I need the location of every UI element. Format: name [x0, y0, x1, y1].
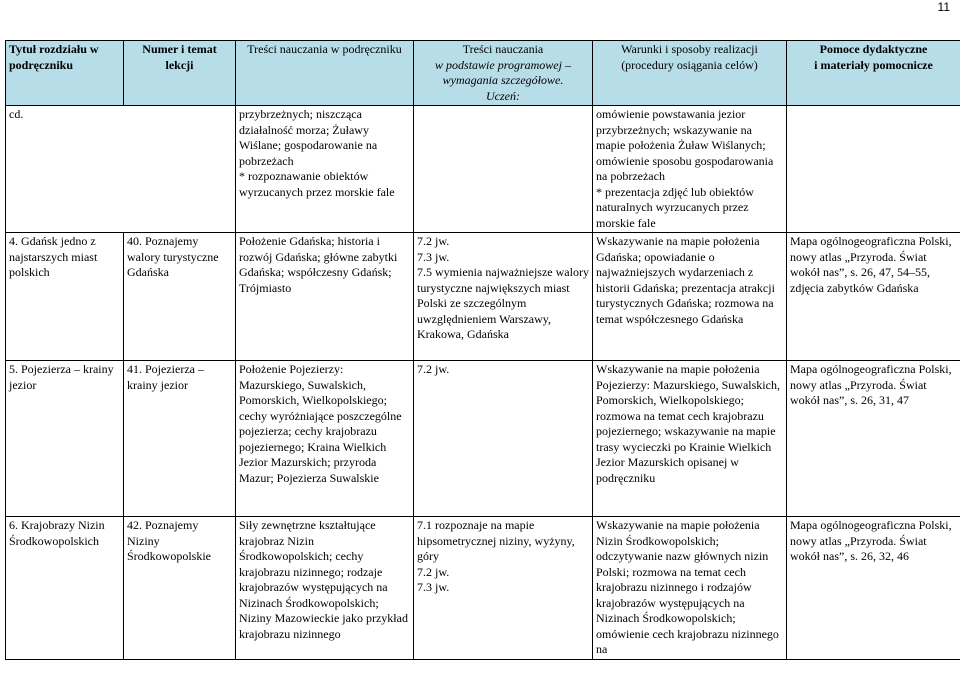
cell-title: 4. Gdańsk jedno z najstarszych miast polskich [6, 233, 124, 361]
cell-title: cd. [6, 106, 236, 233]
cell-conditions: Wskazywanie na mapie położenia Gdańska; opowiadanie o najważniejszych wydarzeniach z historii Gdańska; prezentacja atrakcji turystycznych Gdańska; rozmowa na temat współczesnego Gdańska [593, 233, 787, 361]
header-conditions [593, 41, 787, 106]
cell-content: Położenie Pojezierzy: Mazurskiego, Suwalskich, Pomorskich, Wielkopolskiego; cechy wyróżniające poszczególne pojezierza; cechy krajobrazu pojeziernego; Kraina Wielkich Jezior Mazurskich; przyroda Mazur; Pojezierza Suwalskie [236, 361, 414, 517]
cell-curriculum: 7.2 jw. 7.3 jw. 7.5 wymienia najważniejsze walory turystyczne największych miast Polski ze szczególnym uwzględnieniem Warszawy, Krakowa, Gdańska [414, 233, 593, 361]
header-curriculum-line2: w podstawie programowej – wymagania szczegółowe. [435, 57, 571, 87]
cell-topic: 42. Poznajemy Niziny Środkowopolskie [124, 517, 236, 660]
cell-aids: Mapa ogólnogeograficzna Polski, nowy atlas „Przyroda. Świat wokół nas”, s. 26, 31, 47 [787, 361, 960, 517]
table-row [6, 517, 960, 660]
cell-topic: 40. Poznajemy walory turystyczne Gdańska [124, 233, 236, 361]
cell-curriculum [414, 106, 593, 233]
cell-aids [787, 106, 960, 233]
header-conditions-line1: Warunki i sposoby realizacji [621, 42, 758, 56]
cell-topic: 41. Pojezierza – krainy jezior [124, 361, 236, 517]
cell-conditions: Wskazywanie na mapie położenia Nizin Środkowopolskich; odczytywanie nazw głównych nizin Polski; rozmowa na temat cech krajobrazu nizinnego i rodzajów krajobrazów występujących na Nizinach Środkowopolskich; omówienie cech krajobrazu nizinnego na [593, 517, 787, 660]
cell-title: 6. Krajobrazy Nizin Środkowopolskich [6, 517, 124, 660]
cell-curriculum: 7.2 jw. [414, 361, 593, 517]
header-content-book: Treści nauczania w podręczniku [236, 41, 414, 106]
cell-aids: Mapa ogólnogeograficzna Polski, nowy atlas „Przyroda. Świat wokół nas”, s. 26, 32, 46 [787, 517, 960, 660]
header-aids [787, 41, 960, 106]
cell-curriculum: 7.1 rozpoznaje na mapie hipsometrycznej niziny, wyżyny, góry 7.2 jw. 7.3 jw. [414, 517, 593, 660]
cell-aids: Mapa ogólnogeograficzna Polski, nowy atlas „Przyroda. Świat wokół nas”, s. 26, 47, 54–55, zdjęcia zabytków Gdańska [787, 233, 960, 361]
cell-conditions: Wskazywanie na mapie położenia Pojezierzy: Mazurskiego, Suwalskich, Pomorskich, Wielkopolskiego; rozmowa na temat cech krajobrazu pojeziernego; wskazywanie na mapie trasy wycieczki po Krainie Wielkich Jezior Mazurskich opisanej w podręczniku [593, 361, 787, 517]
table-row [6, 233, 960, 361]
cell-content: Położenie Gdańska; historia i rozwój Gdańska; główne zabytki Gdańska; współczesny Gdańsk; Trójmiasto [236, 233, 414, 361]
header-content-curriculum [414, 41, 593, 106]
header-aids-line2: i materiały pomocnicze [814, 57, 933, 72]
cell-title: 5. Pojezierza – krainy jezior [6, 361, 124, 517]
cell-content: przybrzeżnych; niszcząca działalność morza; Żuławy Wiślane; gospodarowanie na pobrzeżach * rozpoznawanie obiektów wyrzucanych przez morskie fale [236, 106, 414, 233]
header-curriculum-line3: Uczeń: [486, 88, 520, 103]
header-aids-line1: Pomoce dydaktyczne [819, 42, 928, 56]
header-title: Tytuł rozdziału w podręczniku [6, 41, 124, 106]
header-curriculum-line1: Treści nauczania [462, 42, 544, 56]
page-number: 11 [937, 0, 950, 14]
header-topic: Numer i temat lekcji [124, 41, 236, 106]
curriculum-table [5, 40, 960, 660]
cell-conditions: omówienie powstawania jezior przybrzeżnych; wskazywanie na mapie położenia Żuław Wiślanych; omówienie sposobu gospodarowania na pobrzeżach * prezentacja zdjęć lub obiektów naturalnych wyrzucanych przez morskie fale [593, 106, 787, 233]
cell-content: Siły zewnętrzne kształtujące krajobraz Nizin Środkowopolskich; cechy krajobrazu nizinnego; rodzaje krajobrazów występujących na Nizinach Środkowopolskich; Niziny Mazowieckie jako przykład krajobrazu nizinnego [236, 517, 414, 660]
header-row [6, 41, 960, 106]
table-row [6, 361, 960, 517]
header-conditions-line2: (procedury osiągania celów) [621, 57, 758, 72]
table-row [6, 106, 960, 233]
